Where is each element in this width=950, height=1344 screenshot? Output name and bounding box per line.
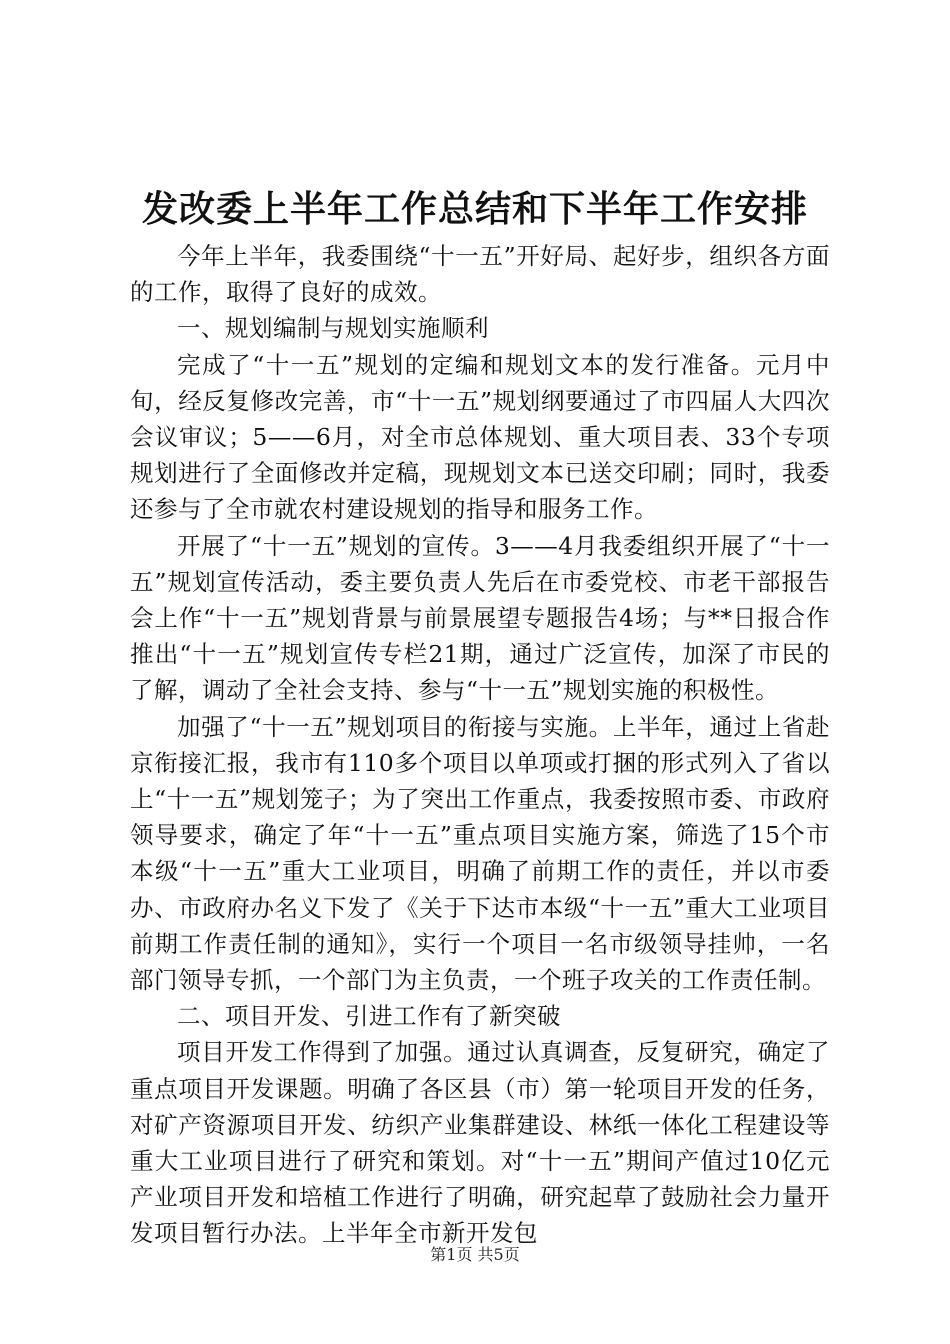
section-heading-1: 一、规划编制与规划实施顺利 xyxy=(177,314,489,343)
page-number-footer: 第1页 共5页 xyxy=(430,1245,520,1264)
paragraph-planning-compilation: 完成了“十一五”规划的定编和规划文本的发行准备。元月中旬，经反复修改完善，市“十一五”规划纲要通过了市四届人大四次会议审议；5——6月，对全市总体规划、重大项目表、33个专项规划进行了全面修改并定稿，现规划文本已送交印刷；同时，我委还参与了全市就农村建设规划的指导和服务工作。 xyxy=(130,350,830,524)
paragraph-planning-publicity: 开展了“十一五”规划的宣传。3——4月我委组织开展了“十一五”规划宣传活动，委主要负责人先后在市委党校、市老干部报告会上作“十一五”规划背景与前景展望专题报告4场；与**日报合作推出“十一五”规划宣传专栏21期，通过广泛宣传，加深了市民的了解，调动了全社会支持、参与“十一五”规划实施的积极性。 xyxy=(130,531,830,705)
paragraph-project-development: 项目开发工作得到了加强。通过认真调查，反复研究，确定了重点项目开发课题。明确了各区县（市）第一轮项目开发的任务，对矿产资源项目开发、纺织产业集群建设、林纸一体化工程建设等重大工业项目进行了研究和策划。对“十一五”期间产值过10亿元产业项目开发和培植工作进行了明确，研究起草了鼓励社会力量开发项目暂行办法。上半年全市新开发包 xyxy=(130,1038,830,1248)
paragraph-intro: 今年上半年，我委围绕“十一五”开好局、起好步，组织各方面的工作，取得了良好的成效。 xyxy=(130,242,830,307)
document-body xyxy=(130,238,830,1252)
section-heading-2: 二、项目开发、引进工作有了新突破 xyxy=(177,1002,561,1031)
document-title: 发改委上半年工作总结和下半年工作安排 xyxy=(141,188,808,230)
paragraph-planning-implementation: 加强了“十一五”规划项目的衔接与实施。上半年，通过上省赴京衔接汇报，我市有110多个项目以单项或打捆的形式列入了省以上“十一五”规划笼子；为了突出工作重点，我委按照市委、市政府领导要求，确定了年“十一五”重点项目实施方案，筛选了15个市本级“十一五”重大工业项目，明确了前期工作的责任，并以市委办、市政府办名义下发了《关于下达市本级“十一五”重大工业项目前期工作责任制的通知》，实行一个项目一名市级领导挂帅，一名部门领导专抓，一个部门为主负责，一个班子攻关的工作责任制。 xyxy=(130,712,830,995)
